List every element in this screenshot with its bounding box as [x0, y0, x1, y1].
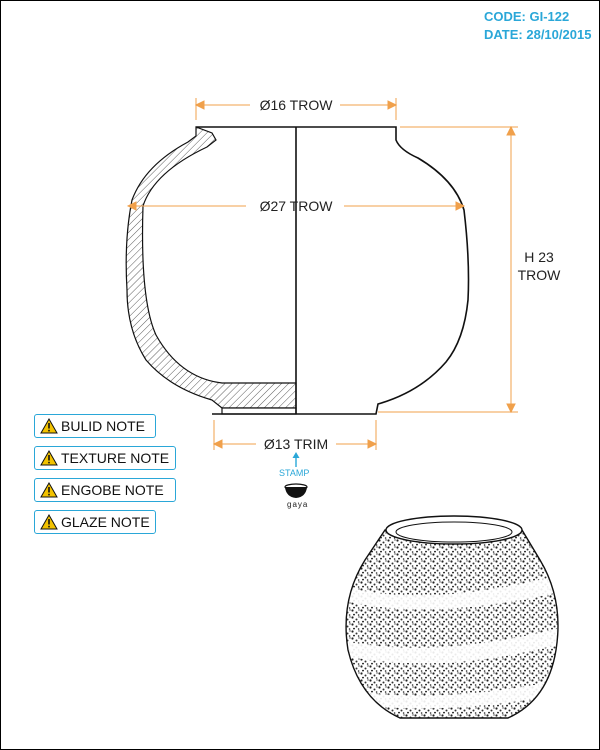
- bowl-stamp-icon: [276, 482, 316, 502]
- base-diameter-label: Ø13 TRIM: [263, 436, 329, 452]
- body-diameter-label: Ø27 TROW: [259, 198, 333, 214]
- warning-icon: [40, 514, 58, 530]
- texture-note-button[interactable]: [34, 446, 176, 470]
- engobe-note-button[interactable]: [34, 478, 176, 502]
- build-note-button[interactable]: [34, 414, 156, 438]
- glaze-note-button[interactable]: [34, 510, 156, 534]
- stamp-brand: gaya: [287, 500, 309, 509]
- engobe-note-label: ENGOBE NOTE: [61, 482, 164, 498]
- texture-note-label: TEXTURE NOTE: [61, 450, 170, 466]
- glaze-note-label: GLAZE NOTE: [61, 514, 150, 530]
- stamp-label: STAMP: [279, 468, 310, 478]
- warning-icon: [40, 450, 58, 466]
- top-diameter-label: Ø16 TROW: [259, 97, 333, 113]
- stamp-marker: [276, 452, 316, 512]
- warning-icon: [40, 418, 58, 434]
- arrow-up-icon: [276, 452, 316, 468]
- pot-render: [330, 515, 570, 725]
- drawing-date: DATE: 28/10/2015: [484, 27, 592, 42]
- build-note-label: BULID NOTE: [61, 418, 146, 434]
- height-label-2: TROW: [517, 267, 561, 283]
- drawing-code: CODE: GI-122: [484, 9, 570, 24]
- height-label-1: H 23: [524, 249, 554, 265]
- warning-icon: [40, 482, 58, 498]
- pot-outline-right: [296, 127, 469, 414]
- pot-section: [126, 127, 468, 414]
- base-ring: [222, 408, 296, 414]
- wall-hatch: [126, 127, 296, 408]
- dimension-height: [378, 127, 518, 412]
